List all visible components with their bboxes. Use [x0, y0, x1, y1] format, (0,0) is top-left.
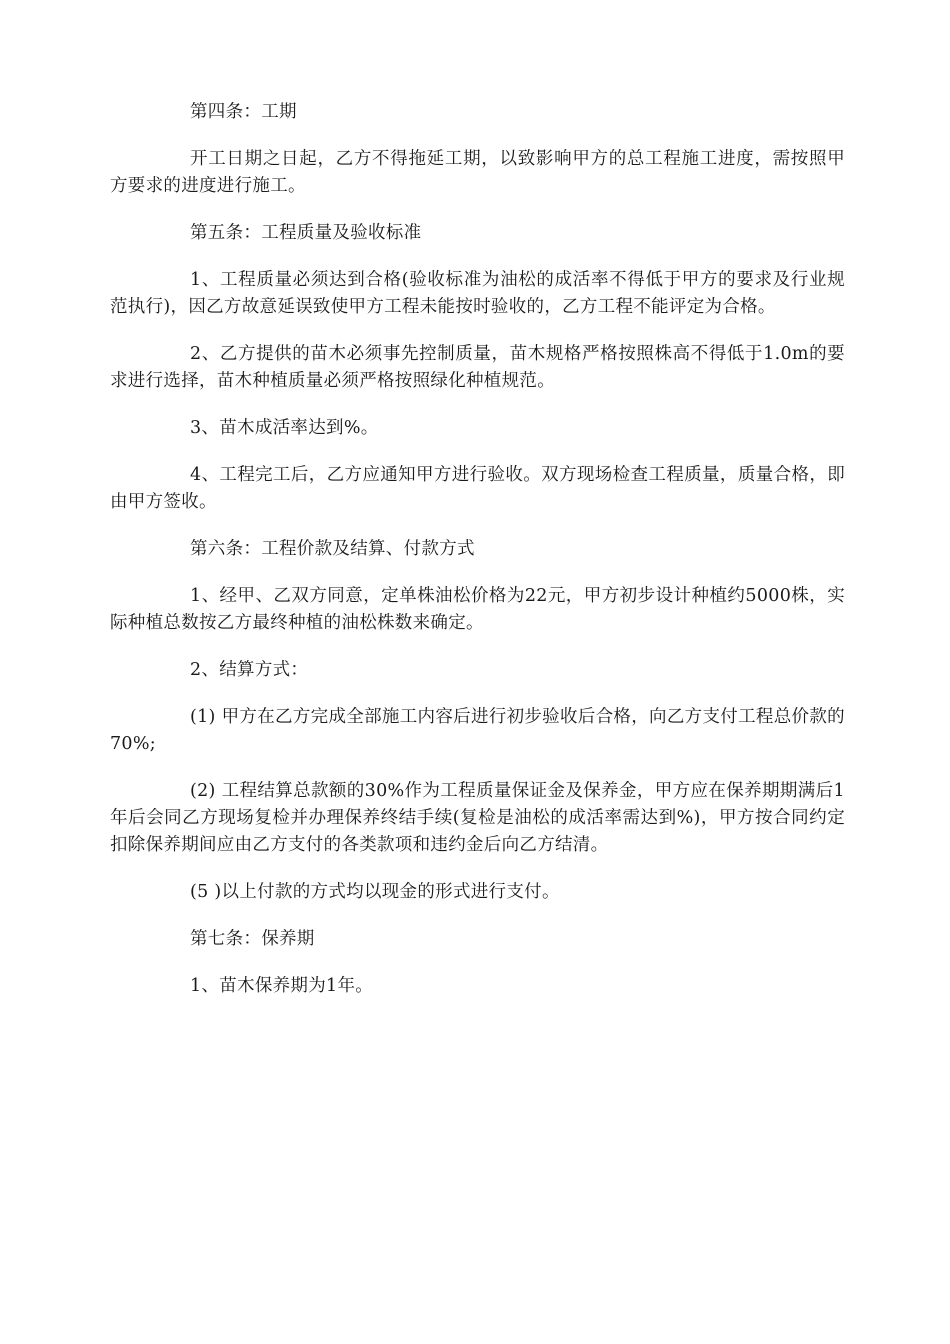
article-6-title: 第六条：工程价款及结算、付款方式: [190, 539, 475, 559]
article-7-title: 第七条：保养期: [190, 929, 315, 949]
article-4-title: 第四条：工期: [190, 102, 297, 122]
article-5-item-4: 4、工程完工后，乙方应通知甲方进行验收。双方现场检查工程质量，质量合格，即由甲方签收。: [110, 465, 845, 512]
article-6-item-2-sub-1: (1) 甲方在乙方完成全部施工内容后进行初步验收后合格，向乙方支付工程总价款的70%;: [110, 707, 845, 754]
article-5-item-3: 3、苗木成活率达到%。: [190, 418, 379, 438]
article-6-item-5: (5 )以上付款的方式均以现金的形式进行支付。: [190, 882, 560, 902]
article-5-item-1: 1、工程质量必须达到合格(验收标准为油松的成活率不得低于甲方的要求及行业规范执行)，因乙方故意延误致使甲方工程未能按时验收的，乙方工程不能评定为合格。: [110, 270, 845, 317]
article-7-item-1: 1、苗木保养期为1年。: [190, 976, 374, 996]
article-4-body: 开工日期之日起，乙方不得拖延工期，以致影响甲方的总工程施工进度，需按照甲方要求的进度进行施工。: [110, 149, 845, 196]
article-6-item-1: 1、经甲、乙双方同意，定单株油松价格为22元，甲方初步设计种植约5000株，实际种植总数按乙方最终种植的油松株数来确定。: [110, 586, 845, 633]
article-6-item-2: 2、结算方式：: [190, 660, 309, 680]
article-5-item-2: 2、乙方提供的苗木必须事先控制质量，苗木规格严格按照株高不得低于1.0m的要求进行选择，苗木种植质量必须严格按照绿化种植规范。: [110, 344, 845, 391]
article-6-item-2-sub-2: (2) 工程结算总款额的30%作为工程质量保证金及保养金，甲方应在保养期期满后1年后会同乙方现场复检并办理保养终结手续(复检是油松的成活率需达到%)，甲方按合同约定扣除保养期间应由乙方支付的各类款项和违约金后向乙方结清。: [110, 781, 845, 855]
document-body: [110, 99, 845, 1020]
article-5-title: 第五条：工程质量及验收标准: [190, 223, 422, 243]
